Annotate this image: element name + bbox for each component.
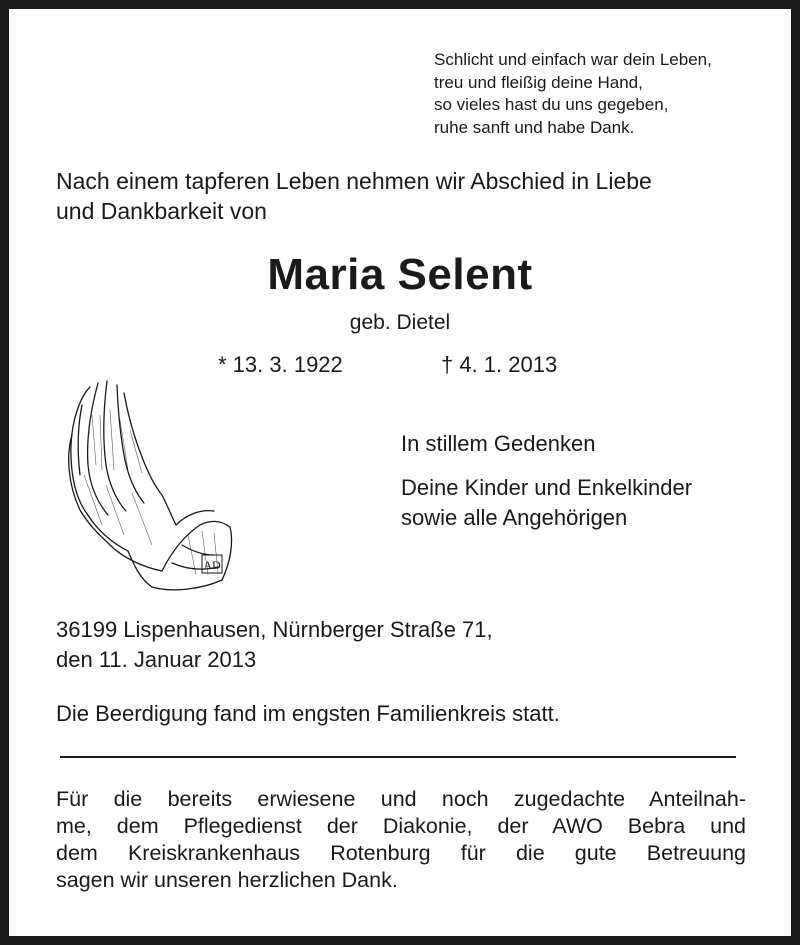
signers [401,473,692,533]
poem-line: Schlicht und einfach war dein Leben, [434,50,712,69]
intro-text [56,166,756,226]
funeral-note: Die Beerdigung fand im engsten Familienkreis statt. [56,701,560,726]
poem-line: ruhe sanft und habe Dank. [434,117,635,137]
birth-date: * 13. 3. 1922 [218,352,343,377]
address-line: den 11. Januar 2013 [56,647,257,672]
poem-line: so vieles hast du uns gegeben, [434,95,669,114]
deceased-name: Maria Selent [267,250,533,299]
maiden-name: geb. Dietel [349,311,451,334]
divider [60,756,736,758]
memory-line [401,429,595,459]
intro-line: und Dankbarkeit von [56,198,267,224]
praying-hands-icon [62,375,242,595]
monogram [202,555,222,573]
thanks-line: me, dem Pflegedienst der Diakonie, der AWO Bebra und [56,814,746,838]
thanks-text [56,786,746,894]
intro-line: Nach einem tapferen Leben nehmen wir Abschied in Liebe [56,168,652,194]
svg-text:AD: AD [203,558,221,572]
thanks-line: dem Kreiskrankenhaus Rotenburg für die gute Betreuung [56,841,746,865]
poem-line: treu und fleißig deine Hand, [434,72,643,92]
thanks-line: sagen wir unseren herzlichen Dank. [56,868,398,892]
address-block [56,615,493,675]
poem [434,49,712,139]
memory-text: In stillem Gedenken [401,431,596,456]
thanks-line: Für die bereits erwiesene und noch zugedachte Anteilnah- [56,787,746,811]
signer-line: sowie alle Angehörigen [401,505,628,530]
address-line: 36199 Lispenhausen, Nürnberger Straße 71, [56,617,493,642]
signer-line: Deine Kinder und Enkelkinder [401,475,693,500]
death-date: † 4. 1. 2013 [441,352,558,377]
